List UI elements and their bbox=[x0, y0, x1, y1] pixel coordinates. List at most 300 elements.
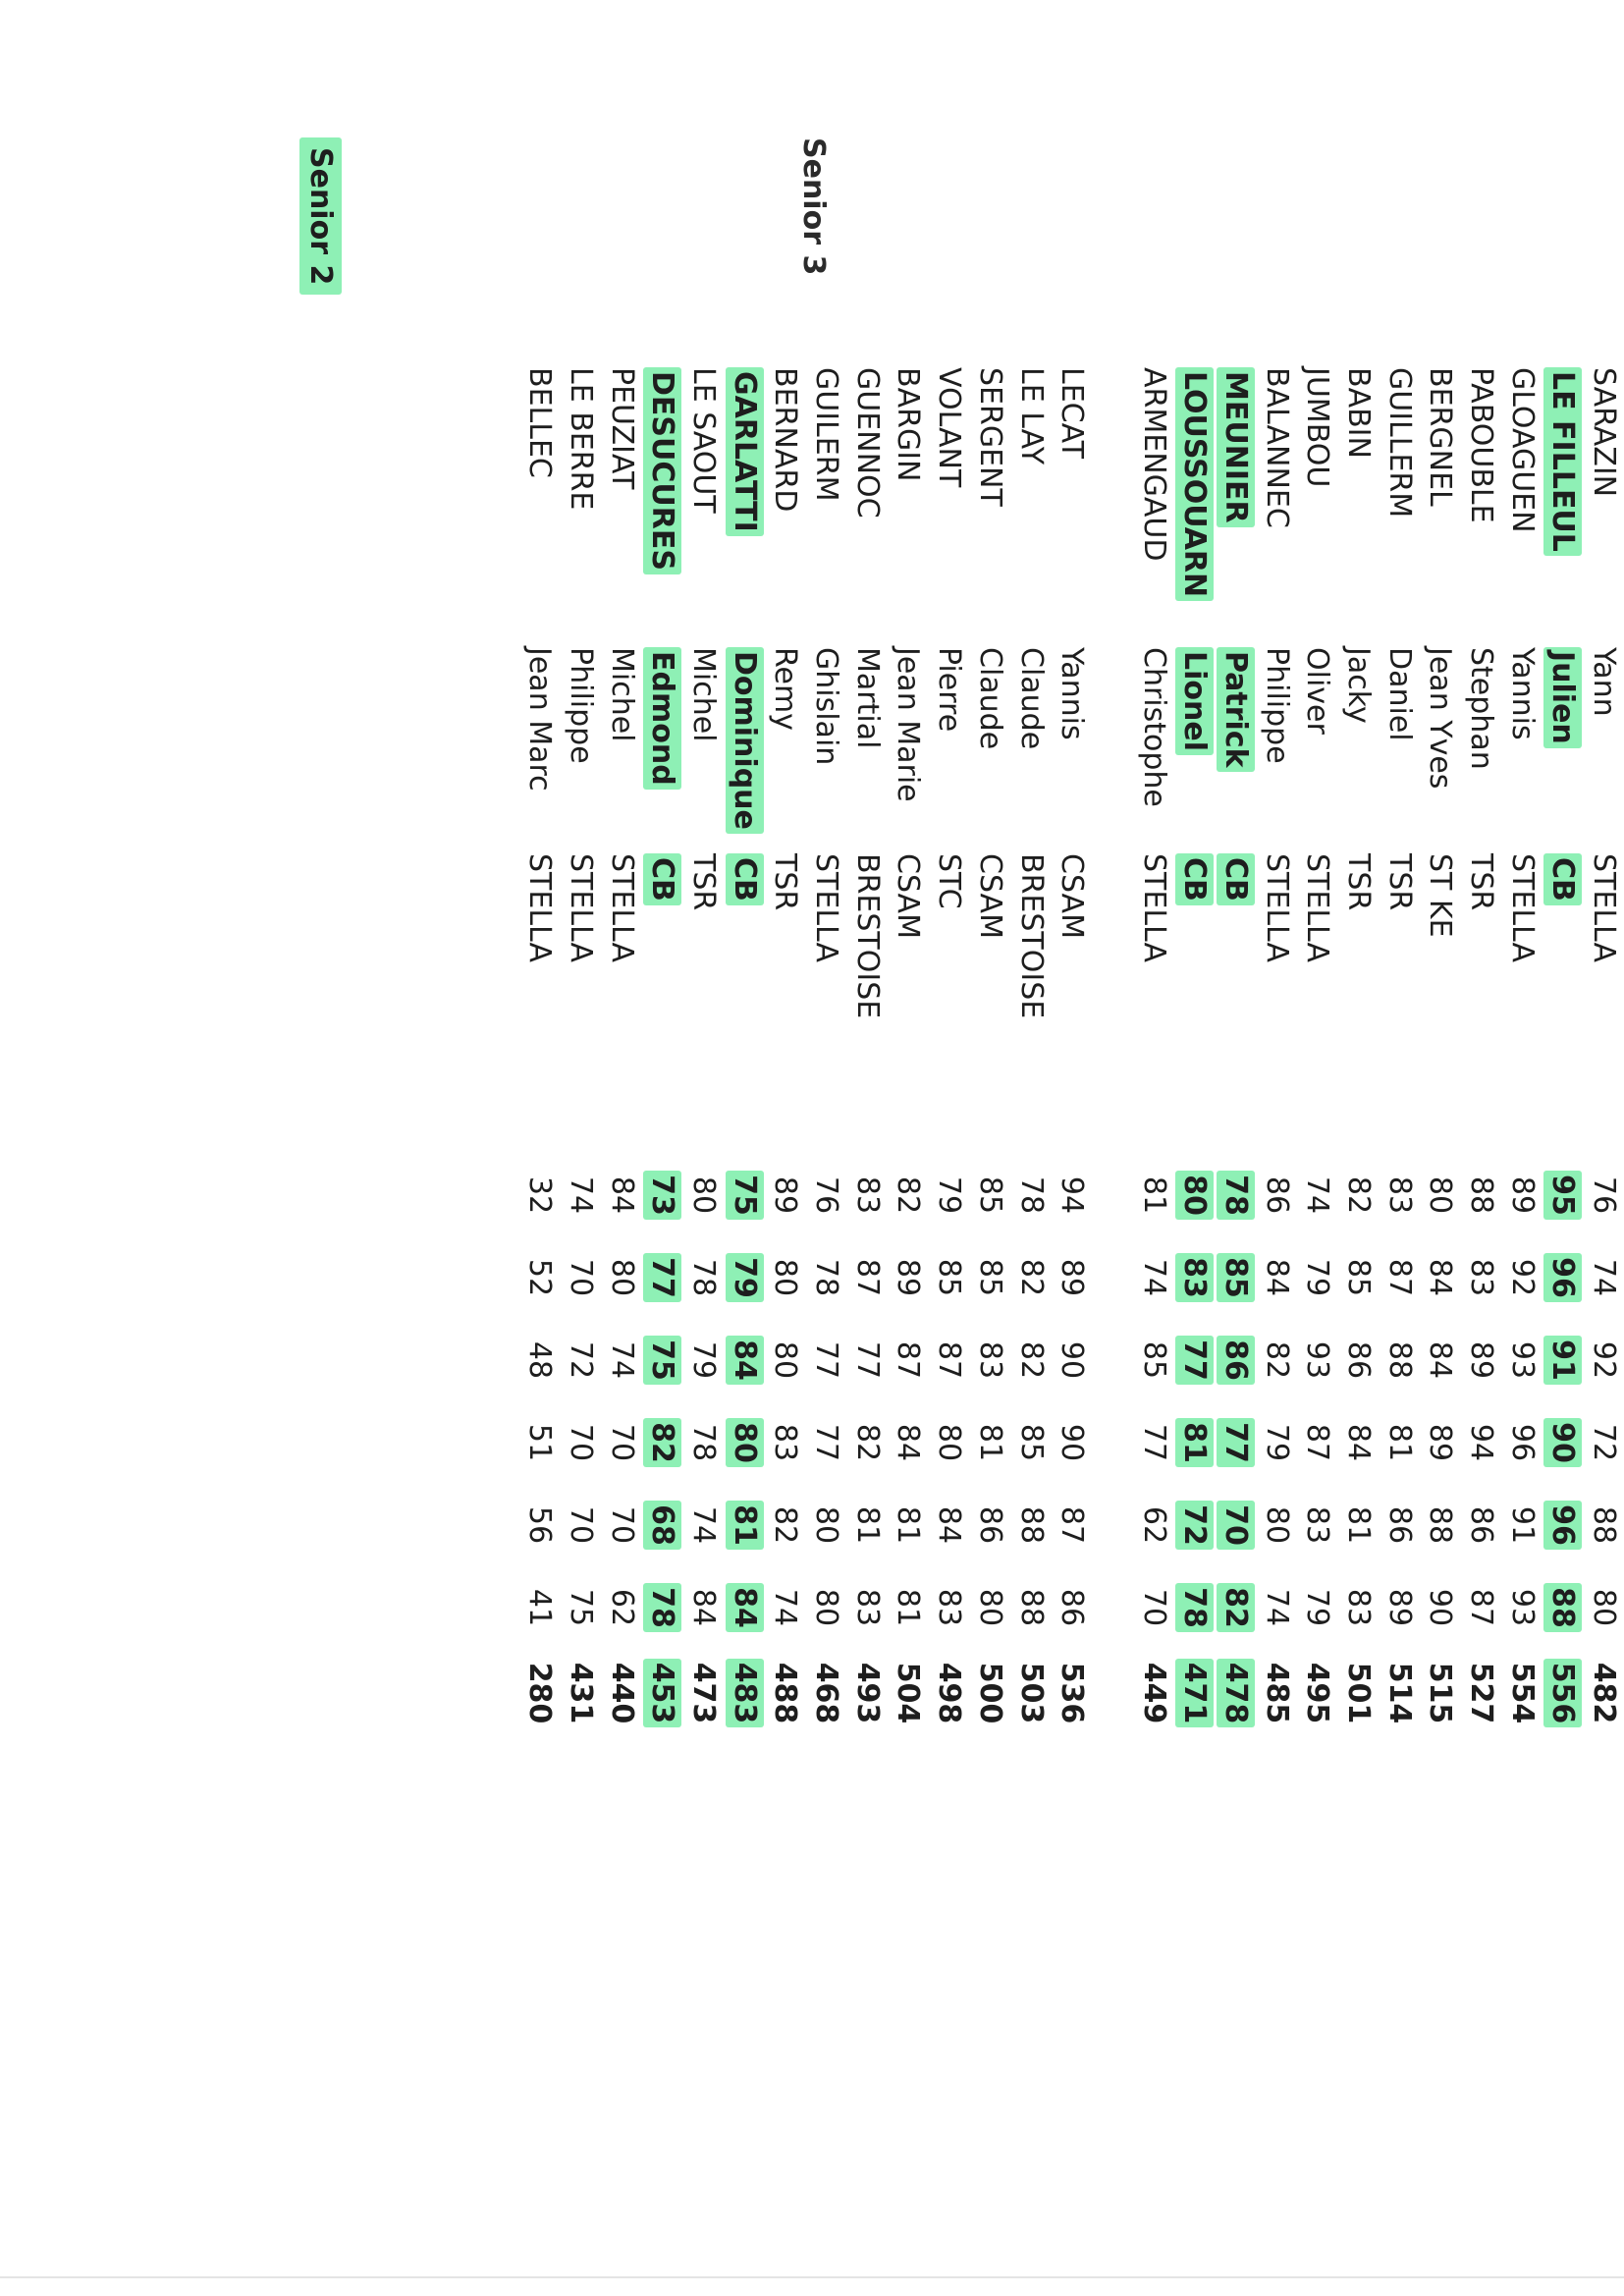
round-score-5: 96 bbox=[1543, 1501, 1582, 1550]
round-score-6: 90 bbox=[1423, 1588, 1458, 1627]
club-name: STELLA bbox=[809, 853, 844, 962]
round-score-1: 76 bbox=[809, 1175, 844, 1215]
first-name: Yannis bbox=[1055, 647, 1090, 740]
round-score-6: 81 bbox=[891, 1588, 926, 1627]
round-score-2: 82 bbox=[1013, 1258, 1049, 1297]
table-row bbox=[1420, 363, 1461, 1737]
round-score-1-cell bbox=[518, 1154, 560, 1236]
table-row bbox=[1583, 363, 1624, 1737]
round-score-6-cell bbox=[765, 1566, 806, 1649]
round-score-2-cell bbox=[1010, 1236, 1052, 1319]
round-score-6: 93 bbox=[1504, 1588, 1540, 1627]
round-score-2-cell bbox=[765, 1236, 806, 1319]
table-row bbox=[1460, 363, 1501, 1737]
last-name-cell bbox=[765, 363, 806, 643]
round-score-1: 32 bbox=[522, 1175, 558, 1215]
round-score-6: 78 bbox=[1175, 1583, 1214, 1632]
round-score-2: 79 bbox=[726, 1253, 764, 1302]
round-score-3-cell bbox=[1543, 1319, 1584, 1401]
round-score-2: 70 bbox=[563, 1258, 598, 1297]
total-score: 483 bbox=[726, 1659, 764, 1728]
table-row bbox=[1297, 363, 1338, 1737]
last-name-cell bbox=[1051, 363, 1092, 643]
total-score-cell bbox=[1215, 1649, 1256, 1737]
round-score-2: 89 bbox=[891, 1258, 926, 1297]
total-score: 536 bbox=[1055, 1662, 1090, 1724]
last-name-cell bbox=[1297, 363, 1338, 643]
round-score-4-cell bbox=[1543, 1401, 1584, 1484]
round-score-6-cell bbox=[642, 1566, 683, 1649]
round-score-1: 88 bbox=[1464, 1175, 1499, 1215]
round-score-1-cell bbox=[1215, 1154, 1256, 1236]
round-score-6-cell bbox=[1420, 1566, 1461, 1649]
round-score-2: 89 bbox=[1055, 1258, 1090, 1297]
round-score-5: 87 bbox=[1055, 1505, 1090, 1545]
club-name: STELLA bbox=[604, 853, 639, 962]
club-name: STELLA bbox=[522, 853, 558, 962]
round-score-2: 52 bbox=[522, 1258, 558, 1297]
round-score-1: 73 bbox=[643, 1171, 681, 1220]
table-row bbox=[682, 363, 724, 1737]
first-name-cell bbox=[1256, 643, 1297, 849]
round-score-3: 80 bbox=[768, 1340, 803, 1380]
last-name: ARMENGAUD bbox=[1136, 367, 1171, 562]
round-score-3-cell bbox=[682, 1319, 724, 1401]
round-score-2-cell bbox=[846, 1236, 888, 1319]
last-name: BABIN bbox=[1341, 367, 1377, 459]
first-name-cell bbox=[1297, 643, 1338, 849]
section-label-senior-3: Senior 3 bbox=[796, 137, 831, 276]
round-score-5-cell bbox=[969, 1484, 1010, 1566]
round-score-5-cell bbox=[1337, 1484, 1379, 1566]
club-name-cell bbox=[724, 849, 765, 1154]
total-score-cell bbox=[560, 1649, 601, 1737]
first-name-cell bbox=[682, 643, 724, 849]
round-score-1-cell bbox=[1337, 1154, 1379, 1236]
round-score-4: 89 bbox=[1423, 1423, 1458, 1462]
round-score-4: 84 bbox=[891, 1423, 926, 1462]
round-score-5-cell bbox=[560, 1484, 601, 1566]
round-score-4: 94 bbox=[1464, 1423, 1499, 1462]
total-score: 440 bbox=[604, 1662, 639, 1724]
round-score-6-cell bbox=[682, 1566, 724, 1649]
round-score-6-cell bbox=[1173, 1566, 1215, 1649]
round-score-6: 75 bbox=[563, 1588, 598, 1627]
last-name: GARLATTI bbox=[726, 367, 764, 536]
first-name-cell bbox=[888, 643, 929, 849]
first-name-cell bbox=[642, 643, 683, 849]
club-name-cell bbox=[928, 849, 969, 1154]
first-name-cell bbox=[1133, 643, 1174, 849]
club-name: STELLA bbox=[1504, 853, 1540, 962]
round-score-1-cell bbox=[888, 1154, 929, 1236]
round-score-6-cell bbox=[1583, 1566, 1624, 1649]
round-score-3-cell bbox=[642, 1319, 683, 1401]
round-score-5: 81 bbox=[1341, 1505, 1377, 1545]
last-name: GUENNOC bbox=[849, 367, 885, 519]
round-score-4-cell bbox=[1501, 1401, 1543, 1484]
round-score-1: 83 bbox=[849, 1175, 885, 1215]
round-score-5: 91 bbox=[1504, 1505, 1540, 1545]
first-name: Claude bbox=[972, 647, 1007, 750]
round-score-4: 87 bbox=[1300, 1423, 1335, 1462]
round-score-1: 79 bbox=[932, 1175, 967, 1215]
round-score-6: 88 bbox=[1543, 1583, 1582, 1632]
first-name-cell bbox=[928, 643, 969, 849]
last-name: PABOUBLE bbox=[1464, 367, 1499, 523]
round-score-4: 96 bbox=[1504, 1423, 1540, 1462]
total-score: 495 bbox=[1300, 1662, 1335, 1724]
round-score-6-cell bbox=[1133, 1566, 1174, 1649]
round-score-4: 77 bbox=[809, 1423, 844, 1462]
round-score-2-cell bbox=[724, 1236, 765, 1319]
round-score-3: 72 bbox=[563, 1340, 598, 1380]
round-score-4-cell bbox=[724, 1401, 765, 1484]
last-name: LOUSSOUARN bbox=[1175, 367, 1214, 601]
round-score-6-cell bbox=[1051, 1566, 1092, 1649]
total-score-cell bbox=[1256, 1649, 1297, 1737]
first-name: Edmond bbox=[643, 647, 681, 790]
round-score-5-cell bbox=[724, 1484, 765, 1566]
club-name: STELLA bbox=[1259, 853, 1294, 962]
round-score-6: 41 bbox=[522, 1588, 558, 1627]
round-score-3: 87 bbox=[891, 1340, 926, 1380]
round-score-5-cell bbox=[1460, 1484, 1501, 1566]
total-score: 473 bbox=[686, 1662, 722, 1724]
round-score-4-cell bbox=[1420, 1401, 1461, 1484]
round-score-6-cell bbox=[1543, 1566, 1584, 1649]
round-score-6-cell bbox=[601, 1566, 642, 1649]
club-name-cell bbox=[846, 849, 888, 1154]
total-score: 482 bbox=[1587, 1662, 1622, 1724]
first-name-cell bbox=[1215, 643, 1256, 849]
first-name: Lionel bbox=[1175, 647, 1214, 755]
round-score-5-cell bbox=[1173, 1484, 1215, 1566]
last-name: BERGNEL bbox=[1423, 367, 1458, 507]
total-score: 556 bbox=[1543, 1659, 1582, 1728]
round-score-3-cell bbox=[724, 1319, 765, 1401]
round-score-5-cell bbox=[642, 1484, 683, 1566]
first-name: Stephan bbox=[1464, 647, 1499, 770]
round-score-2: 92 bbox=[1504, 1258, 1540, 1297]
round-score-5: 84 bbox=[932, 1505, 967, 1545]
last-name: LE LAY bbox=[1013, 367, 1049, 465]
last-name-cell bbox=[724, 363, 765, 643]
round-score-3-cell bbox=[1256, 1319, 1297, 1401]
round-score-5: 88 bbox=[1013, 1505, 1049, 1545]
first-name: Oliver bbox=[1300, 647, 1335, 735]
first-name: Philippe bbox=[563, 647, 598, 764]
round-score-5-cell bbox=[1256, 1484, 1297, 1566]
club-name: CB bbox=[1217, 853, 1255, 905]
round-score-3-cell bbox=[601, 1319, 642, 1401]
round-score-2: 77 bbox=[643, 1253, 681, 1302]
round-score-3: 91 bbox=[1543, 1336, 1582, 1385]
round-score-4: 90 bbox=[1055, 1423, 1090, 1462]
round-score-6-cell bbox=[1297, 1566, 1338, 1649]
total-score-cell bbox=[969, 1649, 1010, 1737]
round-score-3-cell bbox=[1051, 1319, 1092, 1401]
last-name: GUILLERM bbox=[1381, 367, 1417, 519]
round-score-5-cell bbox=[1133, 1484, 1174, 1566]
total-score-cell bbox=[888, 1649, 929, 1737]
round-score-5: 81 bbox=[849, 1505, 885, 1545]
round-score-3: 79 bbox=[686, 1340, 722, 1380]
total-score: 478 bbox=[1217, 1659, 1255, 1728]
last-name-cell bbox=[928, 363, 969, 643]
club-name-cell bbox=[1379, 849, 1420, 1154]
round-score-1-cell bbox=[1051, 1154, 1092, 1236]
round-score-2: 79 bbox=[1300, 1258, 1335, 1297]
first-name: Michel bbox=[686, 647, 722, 742]
round-score-6-cell bbox=[888, 1566, 929, 1649]
round-score-2: 87 bbox=[1381, 1258, 1417, 1297]
table-row bbox=[1215, 363, 1256, 1737]
round-score-2: 84 bbox=[1423, 1258, 1458, 1297]
round-score-4-cell bbox=[969, 1401, 1010, 1484]
first-name-cell bbox=[1379, 643, 1420, 849]
round-score-5: 70 bbox=[1217, 1501, 1255, 1550]
last-name-cell bbox=[642, 363, 683, 643]
round-score-4: 70 bbox=[604, 1423, 639, 1462]
round-score-4: 72 bbox=[1587, 1423, 1622, 1462]
first-name: Yannis bbox=[1504, 647, 1540, 740]
round-score-2-cell bbox=[642, 1236, 683, 1319]
round-score-1-cell bbox=[1173, 1154, 1215, 1236]
round-score-6-cell bbox=[1010, 1566, 1052, 1649]
total-score-cell bbox=[1337, 1649, 1379, 1737]
table-row bbox=[1051, 363, 1092, 1737]
table-row bbox=[928, 363, 969, 1737]
round-score-4-cell bbox=[560, 1401, 601, 1484]
round-score-1: 95 bbox=[1543, 1171, 1582, 1220]
total-score-cell bbox=[1297, 1649, 1338, 1737]
round-score-5: 86 bbox=[1381, 1505, 1417, 1545]
round-score-6: 74 bbox=[1259, 1588, 1294, 1627]
first-name: Yann bbox=[1587, 647, 1622, 717]
first-name-cell bbox=[846, 643, 888, 849]
round-score-5: 81 bbox=[726, 1501, 764, 1550]
scan-edge bbox=[0, 2276, 1624, 2278]
table-row bbox=[805, 363, 846, 1737]
last-name: BELLEC bbox=[522, 367, 558, 478]
round-score-6: 83 bbox=[932, 1588, 967, 1627]
last-name-cell bbox=[1173, 363, 1215, 643]
last-name-cell bbox=[1256, 363, 1297, 643]
round-score-2-cell bbox=[601, 1236, 642, 1319]
total-score: 280 bbox=[522, 1662, 558, 1724]
round-score-1-cell bbox=[765, 1154, 806, 1236]
round-score-6: 62 bbox=[604, 1588, 639, 1627]
table-row bbox=[846, 363, 888, 1737]
round-score-4: 81 bbox=[1175, 1418, 1214, 1467]
round-score-3-cell bbox=[765, 1319, 806, 1401]
first-name-cell bbox=[1460, 643, 1501, 849]
round-score-6-cell bbox=[1379, 1566, 1420, 1649]
club-name: STC bbox=[932, 853, 967, 909]
round-score-2-cell bbox=[682, 1236, 724, 1319]
club-name: TSR bbox=[1381, 853, 1417, 911]
first-name: Julien bbox=[1543, 647, 1582, 748]
total-score-cell bbox=[1010, 1649, 1052, 1737]
round-score-3: 75 bbox=[643, 1336, 681, 1385]
last-name-cell bbox=[560, 363, 601, 643]
round-score-5: 68 bbox=[643, 1501, 681, 1550]
first-name: Dominique bbox=[726, 647, 764, 834]
round-score-5: 88 bbox=[1587, 1505, 1622, 1545]
round-score-5-cell bbox=[805, 1484, 846, 1566]
first-name-cell bbox=[1543, 643, 1584, 849]
total-score-cell bbox=[601, 1649, 642, 1737]
round-score-3: 92 bbox=[1587, 1340, 1622, 1380]
total-score-cell bbox=[1583, 1649, 1624, 1737]
last-name: GUILERM bbox=[809, 367, 844, 502]
round-score-6-cell bbox=[1215, 1566, 1256, 1649]
round-score-2-cell bbox=[560, 1236, 601, 1319]
round-score-4-cell bbox=[765, 1401, 806, 1484]
round-score-2-cell bbox=[969, 1236, 1010, 1319]
round-score-1: 89 bbox=[768, 1175, 803, 1215]
round-score-2: 83 bbox=[1175, 1253, 1214, 1302]
round-score-3-cell bbox=[1501, 1319, 1543, 1401]
table-row bbox=[888, 363, 929, 1737]
total-score-cell bbox=[1133, 1649, 1174, 1737]
round-score-2: 85 bbox=[1217, 1253, 1255, 1302]
round-score-2: 74 bbox=[1587, 1258, 1622, 1297]
round-score-1: 81 bbox=[1136, 1175, 1171, 1215]
total-score-cell bbox=[1460, 1649, 1501, 1737]
round-score-3: 86 bbox=[1341, 1340, 1377, 1380]
round-score-6-cell bbox=[518, 1566, 560, 1649]
total-score: 504 bbox=[891, 1662, 926, 1724]
total-score-cell bbox=[765, 1649, 806, 1737]
total-score-cell bbox=[1501, 1649, 1543, 1737]
round-score-3: 77 bbox=[849, 1340, 885, 1380]
total-score: 500 bbox=[972, 1662, 1007, 1724]
round-score-5-cell bbox=[518, 1484, 560, 1566]
first-name: Daniel bbox=[1381, 647, 1417, 741]
round-score-1-cell bbox=[969, 1154, 1010, 1236]
round-score-5-cell bbox=[1543, 1484, 1584, 1566]
round-score-2: 84 bbox=[1259, 1258, 1294, 1297]
total-score: 503 bbox=[1013, 1662, 1049, 1724]
club-name: CB bbox=[643, 853, 681, 905]
round-score-3: 83 bbox=[972, 1340, 1007, 1380]
total-score: 498 bbox=[932, 1662, 967, 1724]
table-row bbox=[724, 363, 765, 1737]
first-name: Patrick bbox=[1217, 647, 1255, 772]
round-score-1: 84 bbox=[604, 1175, 639, 1215]
club-name-cell bbox=[1215, 849, 1256, 1154]
round-score-3-cell bbox=[560, 1319, 601, 1401]
club-name-cell bbox=[1420, 849, 1461, 1154]
total-score-cell bbox=[1051, 1649, 1092, 1737]
round-score-5-cell bbox=[1583, 1484, 1624, 1566]
round-score-4-cell bbox=[1337, 1401, 1379, 1484]
club-name: TSR bbox=[768, 853, 803, 911]
round-score-3: 85 bbox=[1136, 1340, 1171, 1380]
round-score-1: 75 bbox=[726, 1171, 764, 1220]
round-score-1-cell bbox=[724, 1154, 765, 1236]
round-score-3-cell bbox=[805, 1319, 846, 1401]
last-name: LECAT bbox=[1055, 367, 1090, 460]
round-score-5: 72 bbox=[1175, 1501, 1214, 1550]
round-score-5-cell bbox=[1501, 1484, 1543, 1566]
round-score-5: 74 bbox=[686, 1505, 722, 1545]
table-row bbox=[601, 363, 642, 1737]
round-score-2: 96 bbox=[1543, 1253, 1582, 1302]
table-row bbox=[1337, 363, 1379, 1737]
round-score-3-cell bbox=[888, 1319, 929, 1401]
round-score-4: 84 bbox=[1341, 1423, 1377, 1462]
total-score: 527 bbox=[1464, 1662, 1499, 1724]
round-score-1-cell bbox=[928, 1154, 969, 1236]
round-score-3: 84 bbox=[726, 1336, 764, 1385]
round-score-3: 48 bbox=[522, 1340, 558, 1380]
round-score-5: 70 bbox=[563, 1505, 598, 1545]
round-score-1-cell bbox=[601, 1154, 642, 1236]
table-row bbox=[1010, 363, 1052, 1737]
round-score-2: 80 bbox=[604, 1258, 639, 1297]
last-name: SARAZIN bbox=[1587, 367, 1622, 498]
round-score-1-cell bbox=[1420, 1154, 1461, 1236]
round-score-3-cell bbox=[1297, 1319, 1338, 1401]
round-score-3-cell bbox=[969, 1319, 1010, 1401]
first-name-cell bbox=[1337, 643, 1379, 849]
total-score-cell bbox=[682, 1649, 724, 1737]
table-row bbox=[1543, 363, 1584, 1737]
club-name-cell bbox=[1051, 849, 1092, 1154]
last-name: VOLANT bbox=[932, 367, 967, 488]
round-score-2-cell bbox=[805, 1236, 846, 1319]
round-score-3: 77 bbox=[809, 1340, 844, 1380]
round-score-6-cell bbox=[1501, 1566, 1543, 1649]
round-score-1: 86 bbox=[1259, 1175, 1294, 1215]
round-score-2-cell bbox=[1256, 1236, 1297, 1319]
first-name-cell bbox=[1173, 643, 1215, 849]
round-score-4: 81 bbox=[972, 1423, 1007, 1462]
table-row bbox=[1133, 363, 1174, 1737]
total-score: 431 bbox=[563, 1662, 598, 1724]
round-score-4: 70 bbox=[563, 1423, 598, 1462]
first-name-cell bbox=[969, 643, 1010, 849]
round-score-4-cell bbox=[805, 1401, 846, 1484]
round-score-2-cell bbox=[1297, 1236, 1338, 1319]
first-name-cell bbox=[1501, 643, 1543, 849]
last-name: JUMBOU bbox=[1300, 367, 1335, 488]
round-score-5-cell bbox=[928, 1484, 969, 1566]
round-score-6: 83 bbox=[849, 1588, 885, 1627]
first-name: Claude bbox=[1013, 647, 1049, 750]
round-score-6: 80 bbox=[972, 1588, 1007, 1627]
round-score-2-cell bbox=[1051, 1236, 1092, 1319]
round-score-6-cell bbox=[928, 1566, 969, 1649]
round-score-3-cell bbox=[518, 1319, 560, 1401]
club-name: TSR bbox=[686, 853, 722, 911]
total-score: 554 bbox=[1504, 1662, 1540, 1724]
round-score-1: 74 bbox=[1300, 1175, 1335, 1215]
last-name: PEUZIAT bbox=[604, 367, 639, 490]
round-score-5: 70 bbox=[604, 1505, 639, 1545]
results-table bbox=[518, 363, 1624, 1737]
round-score-4: 85 bbox=[1013, 1423, 1049, 1462]
total-score: 514 bbox=[1381, 1662, 1417, 1724]
round-score-4: 78 bbox=[686, 1423, 722, 1462]
round-score-3: 82 bbox=[1259, 1340, 1294, 1380]
total-score: 471 bbox=[1175, 1659, 1214, 1728]
club-name: BRESTOISE bbox=[1013, 853, 1049, 1019]
club-name: STELLA bbox=[1300, 853, 1335, 962]
